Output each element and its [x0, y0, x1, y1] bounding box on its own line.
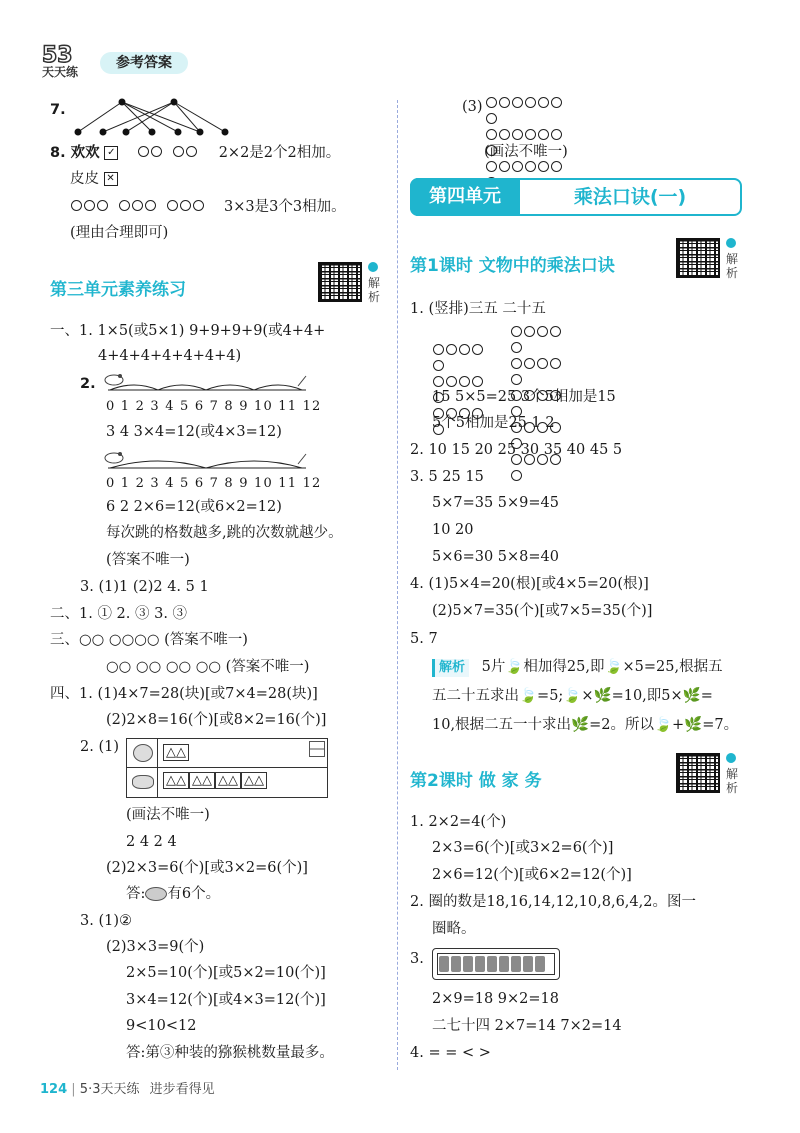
footer-slogan: 进步看得见 — [149, 1082, 215, 1097]
s3-1: 三、○○ ○○○○ (答案不唯一) — [50, 632, 248, 648]
s4-2-nums: 2 4 2 4 — [126, 834, 177, 850]
unit-banner — [410, 178, 742, 216]
s1-2b: 6 2 2×6=12(或6×2=12) — [106, 499, 282, 515]
l1-3a: 5×7=35 5×9=45 — [432, 495, 560, 511]
qr-code-icon[interactable] — [676, 238, 720, 278]
rabbit-icon — [105, 374, 123, 385]
qr-code-icon[interactable] — [318, 262, 362, 302]
rabbit-icon — [105, 452, 123, 463]
play-icon — [726, 238, 736, 248]
qr-label: 解析 — [368, 276, 381, 304]
svg-text:53: 53 — [42, 43, 73, 68]
hint-line3: 10,根据二五一十求出🌿=2。所以🍃+🌿=7。 — [432, 717, 739, 733]
s4-3a: (2)3×3=9(个) — [106, 939, 205, 955]
s4-1b: (2)2×8=16(个)[或8×2=16(个)] — [106, 712, 327, 728]
l1-3c: 5×6=30 5×8=40 — [432, 549, 560, 565]
lesson2-title: 第2课时 做 家 务 — [410, 771, 542, 791]
grouping-table — [126, 738, 328, 798]
l1-5: 5. 7 — [410, 631, 438, 647]
s4-3e: 答:第③种装的猕猴桃数量最多。 — [126, 1045, 334, 1061]
l1-4b: (2)5×7=35(个)[或7×5=35(个)] — [432, 603, 653, 619]
checkmark-icon: ✓ — [104, 146, 118, 160]
s3-2: ○○ ○○ ○○ ○○ (答案不唯一) — [106, 659, 310, 675]
triangle-group: △△ — [163, 744, 189, 761]
s1-2c: 每次跳的格数越多,跳的次数就越少。 — [106, 525, 343, 541]
s1-2d: (答案不唯一) — [106, 552, 190, 568]
cross-icon: ✕ — [104, 172, 118, 186]
fish-icon — [132, 775, 154, 789]
unit-title: 乘法口诀(一) — [573, 186, 687, 208]
circles-group — [70, 199, 205, 215]
footer: 124 | 5·3天天练 进步看得见 — [40, 1082, 215, 1097]
l2-1: 1. 2×2=4(个) — [410, 814, 507, 830]
s1-1a: 一、1. 1×5(或5×1) 9+9+9+9(或4+4+ — [50, 323, 326, 339]
answer-suffix: 有6个。 — [167, 886, 221, 902]
l2-2a: 2. 圈的数是18,16,14,12,10,8,6,4,2。图一 — [410, 894, 696, 910]
l1-4a: 4. (1)5×4=20(根)[或4×5=20(根)] — [410, 576, 649, 592]
s4-3b: 2×5=10(个)[或5×2=10(个)] — [126, 965, 326, 981]
circle-grid-5x5b — [510, 326, 565, 486]
s2: 二、1. ① 2. ③ 3. ③ — [50, 606, 188, 622]
dumpling-icon — [145, 887, 167, 901]
hint-label: 解析 — [432, 659, 469, 677]
circles-group — [137, 145, 198, 161]
q8-reason: (理由合理即可) — [70, 225, 169, 241]
s1-2a: 3 4 3×4=12(或4×3=12) — [106, 424, 282, 440]
number-line-1-ticks: 0 1 2 3 4 5 6 7 8 9 10 11 12 — [106, 399, 322, 414]
s1-2-number: 2. — [80, 376, 96, 392]
section3-title: 第三单元素养练习 — [50, 280, 186, 300]
number-line-2-ticks: 0 1 2 3 4 5 6 7 8 9 10 11 12 — [106, 476, 322, 491]
q8-line3 — [70, 198, 346, 216]
l2-1a: 2×3=6(个)[或3×2=6(个)] — [432, 840, 614, 856]
qr-label: 解析 — [726, 252, 739, 280]
play-icon — [726, 753, 736, 763]
s4-3d: 9<10<12 — [126, 1018, 197, 1034]
grid-icon — [309, 741, 325, 757]
hint-line2: 五二十五求出🍃=5;🍃×🌿=10,即5×🌿= — [432, 688, 713, 704]
play-icon — [368, 262, 378, 272]
dumpling-icon — [133, 744, 153, 762]
s1-3: 3. (1)1 (2)2 4. 5 1 — [80, 579, 209, 595]
qr-label: 解析 — [726, 767, 739, 795]
q8-line1 — [50, 144, 340, 162]
q8-line2 — [70, 170, 118, 188]
l1-3b: 10 20 — [432, 522, 474, 538]
l2-3a: 2×9=18 9×2=18 — [432, 991, 560, 1007]
q8-label2: 皮皮 — [70, 171, 99, 187]
column-divider — [397, 100, 398, 1070]
logo-icon — [40, 40, 98, 78]
matching-diagram — [70, 96, 240, 138]
q8-line1-text: 2×2是2个2相加。 — [218, 145, 341, 161]
s4-2b: (2)2×3=6(个)[或3×2=6(个)] — [106, 860, 308, 876]
s4-2: 2. (1) — [80, 739, 119, 755]
l1-3: 3. 5 25 15 — [410, 469, 484, 485]
q8-line3-text: 3×3是3个3相加。 — [224, 199, 346, 215]
answer-prefix: 答: — [126, 886, 146, 902]
q7-number: 7. — [50, 102, 66, 118]
l1-1a: 15 5×5=25 3个5相加是15 — [432, 389, 616, 405]
unit-badge: 第四单元 — [410, 178, 520, 216]
l1-1b: 5个5相加是25 1 2 — [432, 415, 555, 431]
l1-2: 2. 10 15 20 25 30 35 40 45 5 — [410, 442, 623, 458]
egg-tray — [432, 948, 560, 980]
s1-1b: 4+4+4+4+4+4+4) — [98, 348, 242, 364]
s4-3c: 3×4=12(个)[或4×3=12(个)] — [126, 992, 326, 1008]
s4-2-note: (画法不唯一) — [126, 807, 210, 823]
qr-code-icon[interactable] — [676, 753, 720, 793]
r3-label: (3) — [462, 99, 483, 115]
l2-4: 4. = = < > — [410, 1045, 491, 1061]
hint-text1: 5片🍃相加得25,即🍃×5=25,根据五 — [481, 659, 723, 675]
q8-label: 8. 欢欢 — [50, 145, 100, 161]
s4-1a: 四、1. (1)4×7=28(块)[或7×4=28(块)] — [50, 686, 318, 702]
lesson1-title: 第1课时 文物中的乘法口诀 — [410, 256, 615, 276]
triangle-group: △△ △△ △△ △△ — [163, 773, 267, 788]
footer-series: 5·3天天练 — [79, 1082, 140, 1097]
svg-text:天天练: 天天练 — [42, 65, 79, 78]
l2-1b: 2×6=12(个)[或6×2=12(个)] — [432, 867, 632, 883]
hint-line1 — [432, 658, 723, 677]
page-number: 124 — [40, 1082, 68, 1097]
logo — [40, 40, 98, 78]
l1-1: 1. (竖排)三五 二十五 — [410, 301, 546, 317]
l2-3b: 二七十四 2×7=14 7×2=14 — [432, 1018, 622, 1034]
s4-2c — [126, 885, 220, 903]
s4-3: 3. (1)② — [80, 913, 132, 929]
header-label: 参考答案 — [100, 52, 188, 74]
l2-2b: 圈略。 — [432, 921, 476, 937]
r3-note: (画法不唯一) — [484, 144, 568, 160]
l2-3: 3. — [410, 951, 424, 967]
